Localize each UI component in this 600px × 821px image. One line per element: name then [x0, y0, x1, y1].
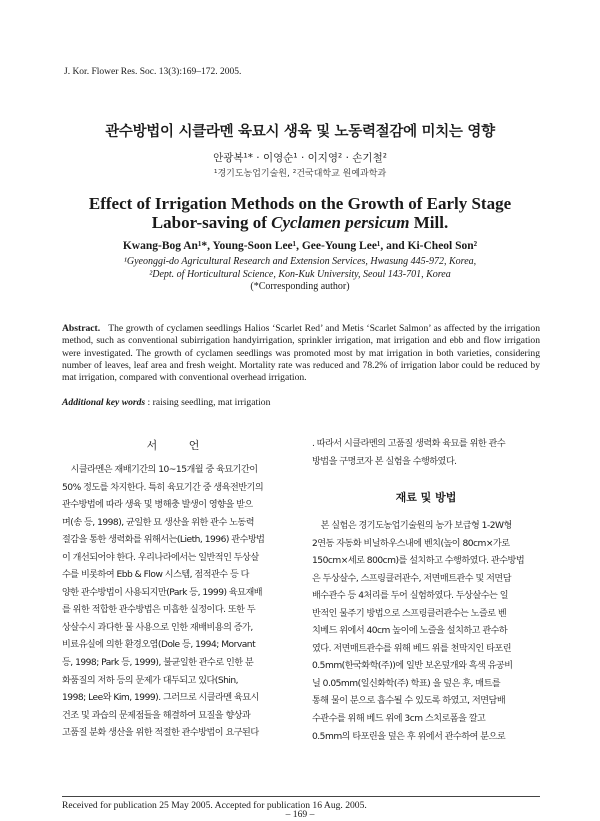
- text-line: 비료유실에 의한 환경오염(Dole 등, 1994; Morvant: [62, 640, 256, 651]
- text-line: 수를 비롯하여 Ebb & Flow 시스템, 점적관수 등 다: [62, 570, 249, 581]
- text-line: 0.5mm의 타포린을 덮은 후 위에서 관수하여 분으로: [312, 731, 506, 742]
- text-line: 관수방법에 따라 생육 및 병해충 발생이 영향을 받으: [62, 500, 253, 511]
- korean-title: 관수방법이 시클라멘 육묘시 생육 및 노동력절감에 미치는 영향: [105, 124, 495, 140]
- keywords-text: : raising seedling, mat irrigation: [145, 397, 271, 408]
- received-note: Received for publication 25 May 2005. Accepted for publication 16 Aug. 2005.: [62, 800, 367, 811]
- keywords-label: Additional key words: [62, 397, 146, 408]
- english-authors: Kwang-Bog An¹*, Young-Soon Lee¹, Gee-Young Lee¹, and Ki-Cheol Son²: [122, 240, 478, 252]
- english-affiliations: [0, 256, 600, 294]
- text-line: 방법을 구명코자 본 실험을 수행하였다.: [312, 456, 457, 467]
- english-title-line1: Effect of Irrigation Methods on the Growth of Early Stage: [88, 194, 512, 213]
- text-line: 화품질의 저하 등의 문제가 대두되고 있다(Shin,: [62, 675, 239, 686]
- text-line: 였다. 저면매트관수를 위해 베드 위를 천막지인 타포린: [312, 643, 511, 654]
- keywords: [62, 397, 270, 408]
- affiliation-line: (*Corresponding author): [250, 281, 350, 292]
- korean-affiliation: ¹경기도농업기술원, ²건국대학교 원예과학과: [213, 169, 387, 179]
- text-line: 본 실험은 경기도농업기술원의 농가 보급형 1-2W형: [312, 521, 512, 531]
- text-line: 며(송 등, 1998), 균일한 묘 생산을 위한 관수 노동력: [62, 517, 254, 528]
- text-line: 배수관수 등 4처리를 두어 실험하였다. 두상살수는 일: [312, 591, 508, 602]
- left-column: [62, 462, 298, 743]
- abstract-label: Abstract.: [62, 323, 101, 334]
- page-number: – 169 –: [285, 809, 315, 820]
- journal-citation: J. Kor. Flower Res. Soc. 13(3):169–172. 2005.: [64, 67, 242, 77]
- text-line: 닐 0.05mm(일신화학(주) 학표) 을 덮은 후, 매트를: [312, 678, 501, 689]
- text-line: 고품질 분화 생산을 위한 적절한 관수방법이 요구된다: [62, 728, 259, 739]
- footnote-rule: [62, 796, 540, 797]
- affiliation-line: ²Dept. of Horticultural Science, Kon-Kuk University, Seoul 143-701, Korea: [149, 268, 451, 280]
- english-title-line2: Labor-saving of Cyclamen persicum Mill.: [151, 213, 449, 232]
- text-line: 수관수를 위해 베드 위에 3cm 스치로폼을 깔고: [312, 714, 486, 725]
- text-line: 시클라멘은 재배기간의 10~15개월 중 육묘기간이: [62, 465, 258, 475]
- text-line: 건조 및 과습의 문제점들을 해결하여 묘질을 향상과: [62, 710, 251, 721]
- korean-authors: 안광복¹* · 이영순¹ · 이지영² · 손기철²: [213, 152, 387, 164]
- text-line: . 따라서 시클라멘의 고품질 생력화 육묘를 위한 관수: [312, 439, 506, 449]
- right-column-top: [312, 436, 540, 471]
- affiliation-line: ¹Gyeonggi-do Agricultural Research and Extension Services, Hwasung 445-972, Korea,: [123, 256, 477, 267]
- abstract-text: The growth of cyclamen seedlings Halios ‘Scarlet Red’ and Metis ‘Scarlet Salmon’ as affected by the irrigation method, such as conventional subirrigation handyirrigation, sprinkler irrigation, mat irrigation and ebb and flow irrigation were investigated. The growth of cyclamen seedlings was promoted most by mat irrigation in both varieties, considering number of leaves, leaf area and fresh weight. Mortality rate was reduced and 78.2% of irrigation labor could be reduced by mat irrigation, compared with conventional overhead irrigation.: [62, 323, 540, 384]
- text-line: 통해 물이 분으로 흡수될 수 있도록 하였고, 저면담배: [312, 696, 506, 707]
- text-line: 양한 관수방법이 사용되지만(Park 등, 1999) 육묘재배: [62, 587, 263, 598]
- abstract: [62, 323, 540, 384]
- text-line: 치베드 위에서 40cm 높이에 노즐을 설치하고 관수하: [312, 626, 508, 637]
- text-line: 를 위한 적합한 관수방법은 미흡한 실정이다. 또한 두: [62, 605, 256, 616]
- text-line: 1998; Lee와 Kim, 1999). 그러므로 시클라멘 육묘시: [62, 693, 259, 704]
- intro-heading: 서 언: [146, 439, 214, 452]
- text-line: 은 두상살수, 스프링클러관수, 저면매트관수 및 저면담: [312, 573, 511, 584]
- text-line: 2연동 자동화 비닐하우스내에 벤치(높이 80cm×가로: [312, 538, 510, 549]
- text-line: 50% 정도를 차지한다. 특히 육묘기간 중 생육전반기의: [62, 482, 264, 493]
- text-line: 0.5mm(한국화학(주))에 일반 보온덮개와 흑색 유공비: [312, 661, 513, 672]
- text-line: 이 개선되어야 한다. 우리나라에서는 일반적인 두상살: [62, 552, 259, 563]
- text-line: 등, 1998; Park 등, 1999), 불균일한 관수로 인한 분: [62, 658, 254, 669]
- text-line: 절감을 통한 생력화를 위해서는(Lieth, 1996) 관수방법: [62, 535, 265, 546]
- methods-heading: 재료 및 방법: [395, 491, 457, 504]
- english-title: [0, 194, 600, 232]
- text-line: 150cm×세로 800cm)를 설치하고 수행하였다. 관수방법: [312, 556, 525, 567]
- text-line: 상살수시 과다한 물 사용으로 인한 재배비용의 증가,: [62, 622, 253, 633]
- text-line: 반적인 물주기 방법으로 스프링클러관수는 노즐로 벤: [312, 608, 507, 619]
- right-column-bottom: [312, 518, 540, 746]
